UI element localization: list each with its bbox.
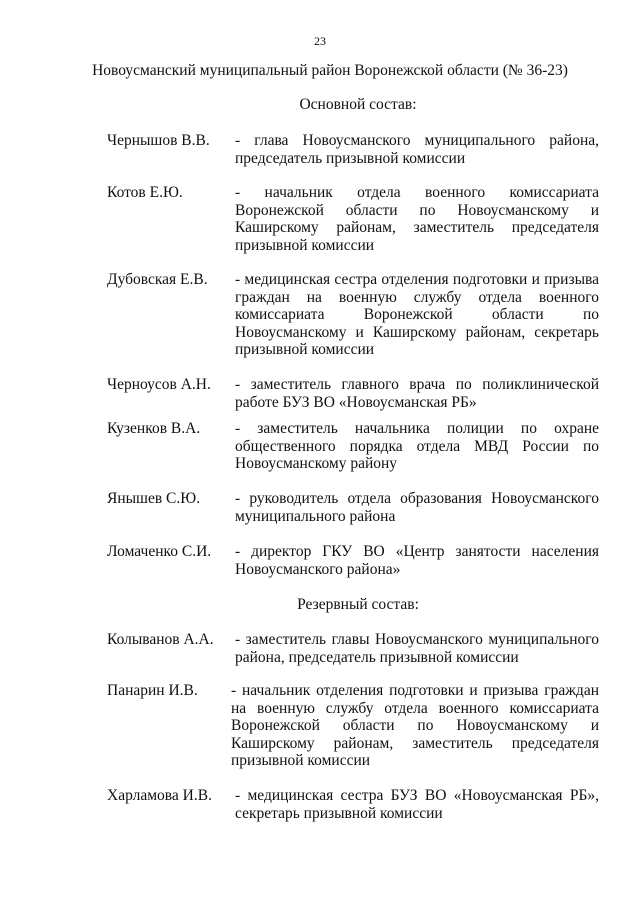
member-name: Котов Е.Ю.	[107, 184, 183, 201]
member-name: Колыванов А.А.	[107, 631, 214, 648]
member-name: Янышев С.Ю.	[107, 490, 201, 507]
member-role: - руководитель отдела образования Новоусманского муниципального района	[235, 490, 599, 525]
member-name: Ломаченко С.И.	[107, 543, 212, 560]
member-name: Кузенков В.А.	[107, 420, 201, 437]
member-role: - глава Новоусманского муниципального района, председатель призывной комиссии	[235, 132, 599, 167]
reserve-composition-heading: Резервный состав:	[297, 596, 419, 613]
page-number: 23	[314, 34, 326, 48]
member-role: - заместитель начальника полиции по охране общественного порядка отдела МВД России по Новоусманскому району	[235, 420, 599, 472]
member-name: Панарин И.В.	[107, 682, 198, 699]
member-role: - заместитель главы Новоусманского муниципального района, председатель призывной комиссии	[235, 631, 599, 666]
document-title: Новоусманский муниципальный район Воронежской области (№ 36-23)	[92, 62, 568, 79]
member-role: - медицинская сестра отделения подготовки и призыва граждан на военную службу отдела военного комиссариата Воронежской области по Новоусманскому и Каширскому районам, секретарь призывной комиссии	[235, 271, 599, 358]
member-role: - начальник отдела военного комиссариата Воронежской области по Новоусманскому и Каширскому районам, заместитель председателя призывной комиссии	[235, 184, 599, 254]
member-role: - медицинская сестра БУЗ ВО «Новоусманская РБ», секретарь призывной комиссии	[235, 787, 599, 822]
main-composition-heading: Основной состав:	[299, 96, 417, 113]
member-name: Черноусов А.Н.	[107, 376, 211, 393]
member-role: - директор ГКУ ВО «Центр занятости населения Новоусманского района»	[235, 543, 599, 578]
member-name: Дубовская Е.В.	[107, 271, 208, 288]
member-role: - начальник отделения подготовки и призыва граждан на военную службу отдела военного комиссариата Воронежской области по Новоусманскому и Каширскому районам, заместитель председателя призывной комиссии	[231, 682, 599, 769]
member-name: Чернышов В.В.	[107, 132, 210, 149]
member-name: Харламова И.В.	[107, 787, 212, 804]
member-role: - заместитель главного врача по поликлинической работе БУЗ ВО «Новоусманская РБ»	[235, 376, 599, 411]
